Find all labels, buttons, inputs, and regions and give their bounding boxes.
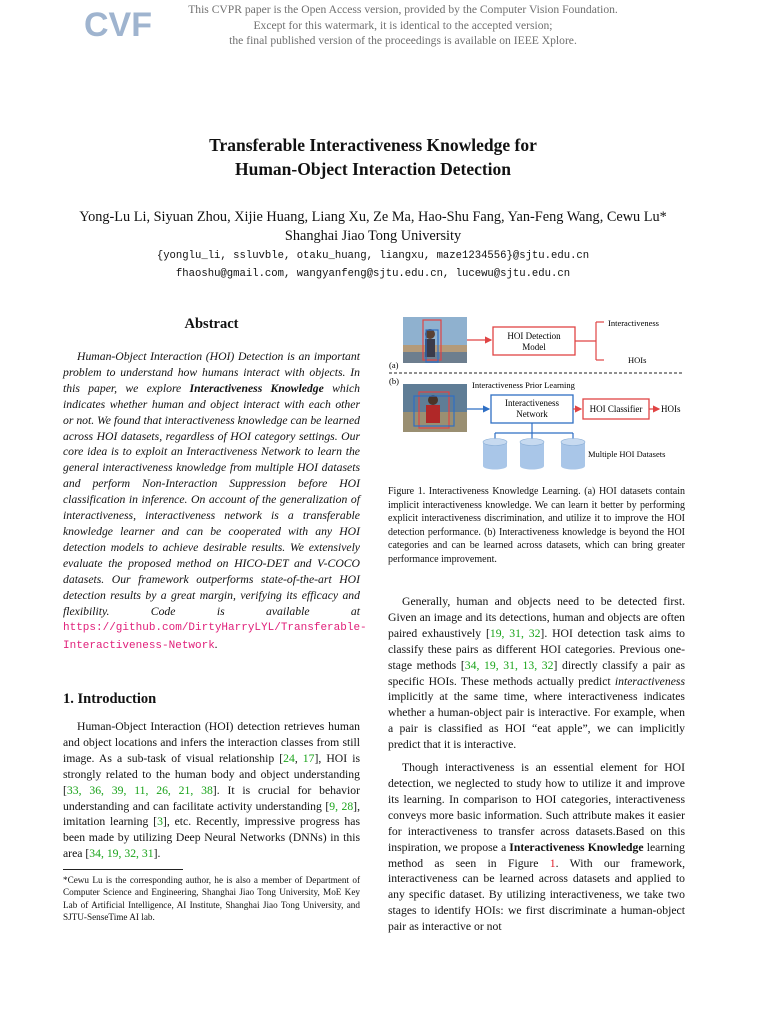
intro-text-2: , [294,751,303,765]
para2-text-3: . With our framework, interactiveness can be learned across datasets and applied to any specific dataset. By utilizing interactiveness, we take two stages to identify HOIs: we first discriminate a human-object pair as interactive or not [388,856,685,934]
interactiveness-output-label: Interactiveness [608,318,659,328]
para2-text-2: learning method as seen in Figure [388,840,685,870]
prior-learning-label: Interactiveness Prior Learning [472,380,575,390]
abstract-bold-term: Interactiveness Knowledge [189,381,324,395]
hois-output-label-a: HOIs [628,355,647,365]
affiliation: Shanghai Jiao Tong University [284,228,462,244]
citation-link[interactable]: 34, 19, 31, 13, 32 [464,658,554,672]
citation-link[interactable]: 34, 19, 32, 31 [89,847,154,861]
title-line-2: Human-Object Interaction Detection [234,158,512,179]
paragraph-2 [388,760,685,935]
footnote: *Cewu Lu is the corresponding author, he is also a member of Department of Computer Science and Engineering, Shanghai Jiao Tong University, MoE Key Lab of Artificial Intelligence, AI Institute, Shanghai Jiao Tong University, and SJTU-SenseTime AI lab. [63,875,360,923]
citation-link[interactable]: 9, 28 [329,799,354,813]
interactiveness-network-label: Interactiveness [505,398,559,408]
database-icon [483,439,507,470]
hoi-detection-model-label: HOI Detection [507,331,561,341]
introduction-heading: 1. Introduction [63,691,157,707]
photo-b [403,384,467,432]
footnote-rule [63,869,183,870]
cvf-logo [84,4,152,44]
hoi-detection-model-label-2: Model [522,342,546,352]
abstract-heading: Abstract [184,316,239,332]
citation-link[interactable]: 33, 36, 39, 11, 26, 21, 38 [66,783,213,797]
multiple-datasets-label: Multiple HOI Datasets [588,449,666,459]
intro-text-6: ], etc. Recently, impressive progress has been made by utilizing Deep Neural Networks (DNNs) in this area [ [63,815,361,861]
introduction-body [63,719,360,862]
figure-1-caption: Figure 1. Interactiveness Knowledge Learning. (a) HOI datasets contain implicit interactiveness knowledge. We can learn it better by performing explicit interactiveness discrimination, and utilize it to improve the HOI detection performance. (b) Interactiveness knowledge is beyond the HOI categories and can be learned across datasets, which can bring greater performance improvement. [388,486,685,565]
abstract-end: . [214,638,218,652]
database-icon [561,439,585,470]
para1-text-1: Generally, human and objects need to be detected first. Given an image and its detections, human and objects are often paired exhaustively [ [388,595,685,640]
para1-text-3: ] directly classify a pair as specific HOIs. These methods actually predict [388,658,686,688]
figure-ref-link[interactable]: 1 [549,856,556,870]
hois-output-label-b: HOIs [661,404,681,414]
intro-text-3: ], HOI is strongly related to the human body and object understanding [ [63,751,360,797]
code-link[interactable]: https://github.com/DirtyHarryLYL/Transferable-Interactiveness-Network [63,622,367,653]
figure-1-diagram [388,312,688,477]
para1-emphasis: interactiveness [614,674,685,688]
svg-text:CVF: CVF [84,6,152,44]
intro-text-5: ], imitation learning [ [63,799,360,829]
paragraph-1 [388,594,685,753]
photo-a [403,317,467,363]
title-line-1: Transferable Interactiveness Knowledge for [209,135,537,155]
panel-label-b: (b) [389,376,399,386]
email-line-1: {yonglu_li, ssluvble, otaku_huang, liangxu, maze1234556}@sjtu.edu.cn [156,250,590,262]
author-list: Yong-Lu Li, Siyuan Zhou, Xijie Huang, Liang Xu, Ze Ma, Hao-Shu Fang, Yan-Feng Wang, Cewu Lu* [79,209,667,225]
abstract-text-2: which indicates whether human and object interact with each other or not. We found that interactiveness knowledge can be learned across HOI datasets, regardless of HOI category settings. Our core idea is to exploit an Interactiveness Network to learn the general interactiveness knowledge from multiple HOI datasets and perform Non-Interaction Suppression before HOI classification in inference. On account of the generalization of interactiveness, interactiveness network is a transferable knowledge learner and can be cooperated with any HOI detection models to achieve desirable results. We extensively evaluate the proposed method on HICO-DET and V-COCO datasets. Our framework outperforms state-of-the-art HOI detection results by a great margin, verifying its efficacy and flexibility. Code is available at [63,381,360,618]
para1-text-2: ]. HOI detection task aims to classify these pairs as different HOI categories. Previous one-stage methods [ [388,626,686,672]
intro-text-7: ]. [153,847,161,861]
watermark-line-1: This CVPR paper is the Open Access version, provided by the Computer Vision Foundation. [188,3,618,16]
database-icon [520,439,544,470]
citation-link[interactable]: 19, 31, 32 [489,626,541,640]
intro-text-4: ]. It is crucial for behavior understanding and can facilitate activity understanding [ [63,783,360,813]
para2-bold-term: Interactiveness Knowledge [509,840,644,854]
citation-link[interactable]: 17 [302,751,315,765]
citation-link[interactable]: 3 [157,815,163,829]
panel-label-a: (a) [389,360,399,370]
email-line-2: fhaoshu@gmail.com, wangyanfeng@sjtu.edu.cn, lucewu@sjtu.edu.cn [175,268,571,280]
para2-text-1: Though interactiveness is an essential element for HOI detection, we neglected to study how to utilize it and improve its learning. In comparison to HOI categories, interactiveness conveys more basic information. Such attribute makes it easier for interactiveness to transfer across datasets.Based on this inspiration, we propose a [388,761,685,854]
abstract-text-1: Human-Object Interaction (HOI) Detection is an important problem to understand how humans interact with objects. In this paper, we explore [63,350,360,395]
hoi-classifier-label: HOI Classifier [589,404,643,414]
watermark-line-3: the final published version of the proceedings is available on IEEE Xplore. [229,34,577,48]
interactiveness-network-label-2: Network [516,409,548,419]
citation-link[interactable]: 24 [283,751,295,765]
intro-text-1: Human-Object Interaction (HOI) detection retrieves human and object locations and infers the interaction classes from still image. As a sub-task of visual relationship [ [63,720,360,765]
watermark-line-2: Except for this watermark, it is identical to the accepted version; [253,18,553,32]
para1-text-4: implicitly at the same time, where interactiveness indicates whether a human-object pair is interactive. For example, when a pair is classified as HOI “eat apple”, we can implicitly predict that it is interactive. [388,690,685,752]
paper-title [60,134,686,181]
right-column-body [388,594,685,935]
watermark-notice [150,2,656,49]
abstract-body [63,349,367,655]
